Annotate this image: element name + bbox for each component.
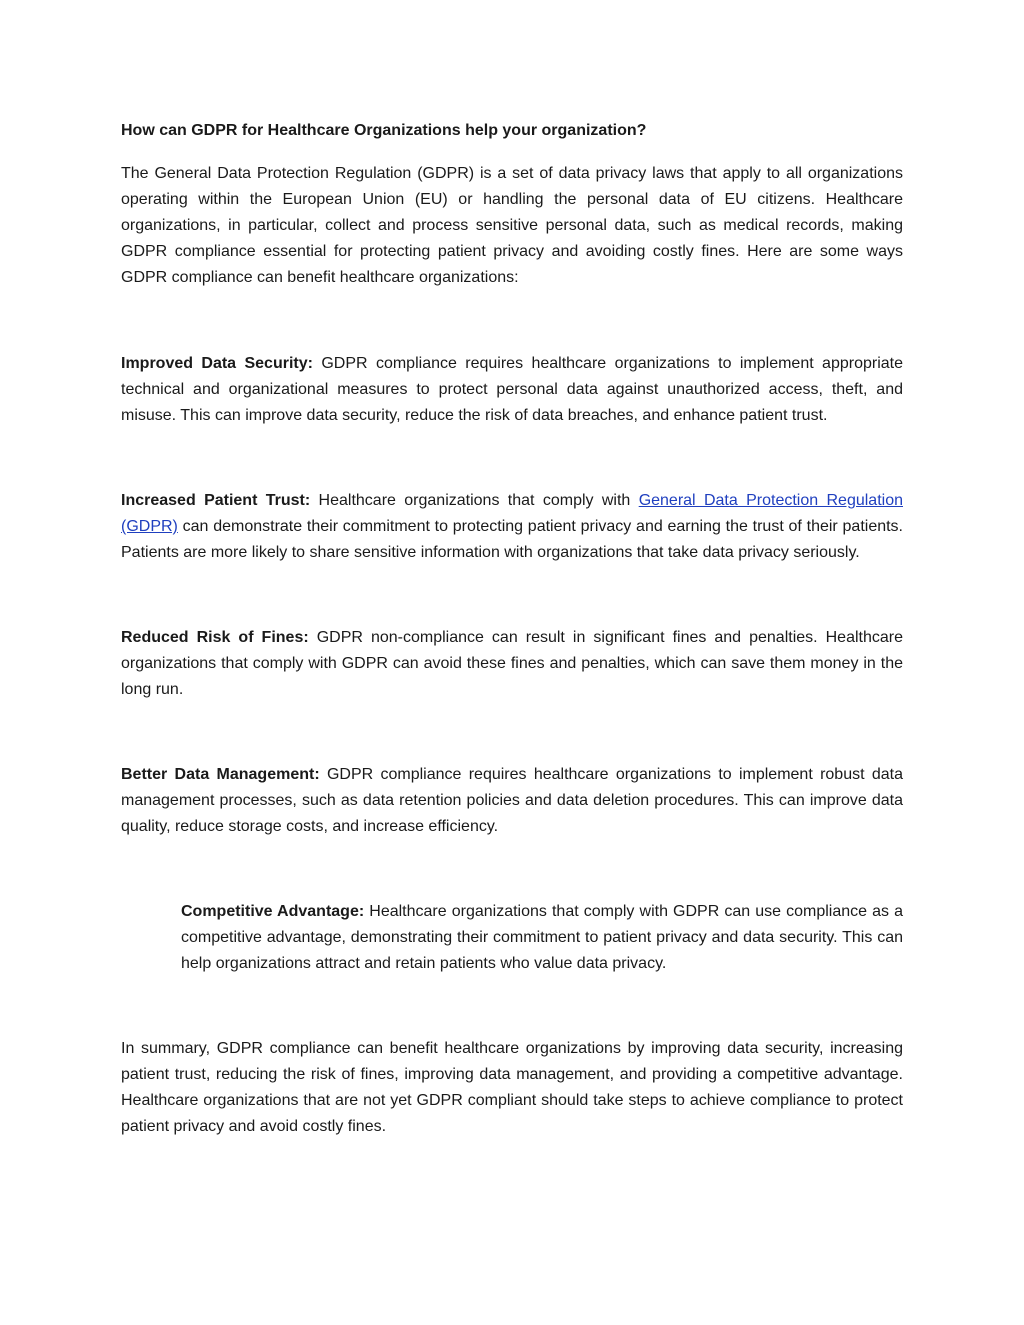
section-text: GDPR compliance requires healthcare organizations to implement appropriate technical and organizational measures to protect personal data against unauthorized access, theft, and misuse. This can improve data security, reduce the risk of data breaches, and enhance patient trust.	[121, 355, 903, 424]
section-patient-trust	[121, 488, 903, 566]
section-data-management	[121, 762, 903, 840]
document-heading: How can GDPR for Healthcare Organizations help your organization?	[121, 122, 647, 139]
summary-paragraph: In summary, GDPR compliance can benefit healthcare organizations by improving data security, increasing patient trust, reducing the risk of fines, improving data management, and providing a competitive advantage. Healthcare organizations that are not yet GDPR compliant should take steps to achieve compliance to protect patient privacy and avoid costly fines.	[121, 1040, 903, 1135]
document-page	[121, 118, 903, 1140]
section-label: Better Data Management:	[121, 766, 320, 783]
intro-paragraph: The General Data Protection Regulation (GDPR) is a set of data privacy laws that apply to all organizations operating within the European Union (EU) or handling the personal data of EU citizens. Healthcare organizations, in particular, collect and process sensitive personal data, such as medical records, making GDPR compliance essential for protecting patient privacy and avoiding costly fines. Here are some ways GDPR compliance can benefit healthcare organizations:	[121, 165, 903, 286]
section-data-security	[121, 351, 903, 429]
section-label: Reduced Risk of Fines:	[121, 629, 309, 646]
section-reduced-fines	[121, 625, 903, 703]
gdpr-link[interactable]: General Data Protection Regulation (GDPR)	[121, 492, 903, 535]
section-competitive-advantage	[181, 899, 903, 977]
section-text: GDPR non-compliance can result in significant fines and penalties. Healthcare organizations that comply with GDPR can avoid these fines and penalties, which can save them money in the long run.	[121, 629, 904, 698]
section-text: GDPR compliance requires healthcare organizations to implement robust data management processes, such as data retention policies and data deletion procedures. This can improve data quality, reduce storage costs, and increase efficiency.	[121, 766, 903, 835]
section-label: Competitive Advantage:	[181, 903, 365, 920]
section-label: Increased Patient Trust:	[121, 492, 311, 509]
section-text: can demonstrate their commitment to protecting patient privacy and earning the trust of their patients. Patients are more likely to share sensitive information with organizations that take data privacy seriously.	[121, 518, 903, 561]
section-text: Healthcare organizations that comply with	[310, 492, 639, 509]
section-label: Improved Data Security:	[121, 355, 313, 372]
section-text: Healthcare organizations that comply with GDPR can use compliance as a competitive advantage, demonstrating their commitment to patient privacy and data security. This can help organizations attract and retain patients who value data privacy.	[181, 903, 904, 972]
